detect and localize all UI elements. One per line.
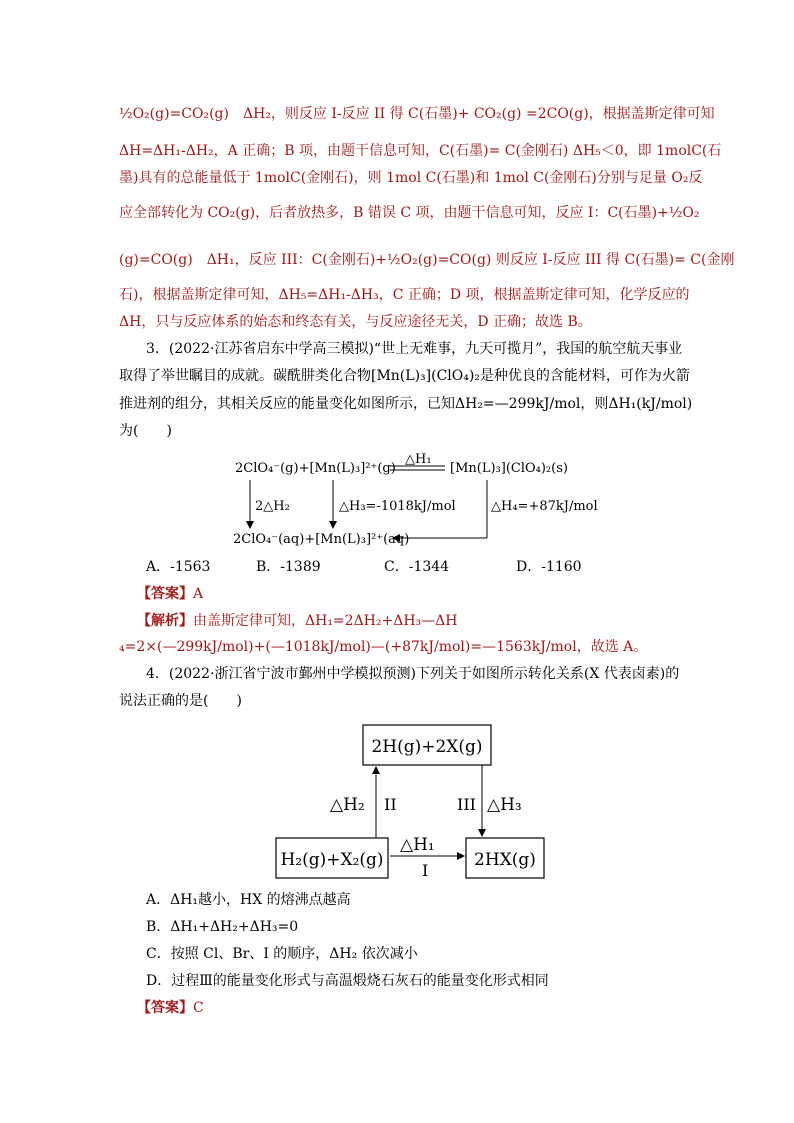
q4-answer-value: C xyxy=(193,1000,204,1016)
q4-option-d: D．过程Ⅲ的能量变化形式与高温煅烧石灰石的能量变化形式相同 xyxy=(146,973,549,989)
q3-top-left-species: 2ClO₄⁻(g)+[Mn(L)₃]²⁺(g) xyxy=(235,461,396,476)
explanation-line-2: ΔH=ΔH₁-ΔH₂，A 正确；B 项，由题干信息可知，C(石墨)= C(金刚石) ΔH₅＜0，即 1molC(石 xyxy=(119,143,722,159)
q4-option-b: B．ΔH₁+ΔH₂+ΔH₃=0 xyxy=(146,919,299,935)
q3-option-a: A．-1563 xyxy=(146,559,211,575)
explanation-line-7: ΔH，只与反应体系的始态和终态有关，与反应途径无关，D 正确；故选 B。 xyxy=(119,314,592,330)
q4-dh3-label: △H₃ xyxy=(487,795,522,815)
explanation-line-6: 石)，根据盖斯定律可知，ΔH₅=ΔH₁-ΔH₃，C 正确；D 项，根据盖斯定律可知，化学反应的 xyxy=(119,287,690,303)
q3-option-c: C．-1344 xyxy=(384,559,450,575)
q3-answer-tag: 【答案】 xyxy=(137,586,193,602)
q3-dh4-label: △H₄=+87kJ/mol xyxy=(491,499,598,514)
q3-answer-value: A xyxy=(193,586,204,602)
q4-right-box-label: 2HX(g) xyxy=(474,850,536,870)
q3-analysis-line-2: ₄=2×(—299kJ/mol)+(—1018kJ/mol)—(+87kJ/mol)=—1563kJ/mol，故选 A。 xyxy=(119,639,648,655)
q3-analysis xyxy=(137,611,457,631)
explanation-line-1: ½O₂(g)=CO₂(g) ΔH₂，则反应 I-反应 II 得 C(石墨)+ CO₂(g) =2CO(g)，根据盖斯定律可知 xyxy=(119,106,715,122)
q4-dh2-label: △H₂ xyxy=(330,795,365,815)
q4-answer-tag: 【答案】 xyxy=(137,1000,193,1016)
q3-bottom-species: 2ClO₄⁻(aq)+[Mn(L)₃]²⁺(aq) xyxy=(233,532,410,547)
q3-answer xyxy=(137,584,203,604)
q3-line-4: 为( ) xyxy=(119,423,172,439)
q3-dh1-label: △H₁ xyxy=(405,452,432,467)
q3-line-2: 取得了举世瞩目的成就。碳酰肼类化合物[Mn(L)₃](ClO₄)₂是种优良的含能材料，可作为火箭 xyxy=(119,368,690,384)
q4-option-c: C．按照 Cl、Br、I 的顺序，ΔH₂ 依次减小 xyxy=(146,946,418,962)
explanation-line-3: 墨)具有的总能量低于 1molC(金刚石)，则 1mol C(石墨)和 1mol C(金刚石)分别与足量 O₂反 xyxy=(119,170,703,186)
explanation-line-4: 应全部转化为 CO₂(g)，后者放热多，B 错误 C 项，由题干信息可知，反应 I：C(石墨)+½O₂ xyxy=(119,205,700,221)
q3-option-d: D．-1160 xyxy=(516,559,582,575)
q4-left-box-label: H₂(g)+X₂(g) xyxy=(280,850,384,870)
q4-line-2: 说法正确的是( ) xyxy=(119,693,242,709)
q3-analysis-line-1: 由盖斯定律可知，ΔH₁=2ΔH₂+ΔH₃—ΔH xyxy=(193,613,458,629)
q3-dh3-label: △H₃=-1018kJ/mol xyxy=(339,499,456,514)
q3-line-1: 3．(2022·江苏省启东中学高三模拟)“世上无难事，九天可揽月”，我国的航空航天事业 xyxy=(146,341,683,357)
q3-top-right-species: [Mn(L)₃](ClO₄)₂(s) xyxy=(450,461,568,476)
q4-i-label: I xyxy=(422,861,429,880)
q3-line-3: 推进剂的组分，其相关反应的能量变化如图所示，已知ΔH₂=—299kJ/mol，则ΔH₁(kJ/mol) xyxy=(119,396,693,412)
q3-energy-diagram xyxy=(225,450,605,550)
q3-analysis-tag: 【解析】 xyxy=(137,613,193,629)
q4-dh1-label: △H₁ xyxy=(400,835,435,855)
q4-top-box-label: 2H(g)+2X(g) xyxy=(371,737,483,757)
q4-answer xyxy=(137,998,204,1018)
q4-line-1: 4．(2022·浙江省宁波市鄞州中学模拟预测)下列关于如图所示转化关系(X 代表卤素)的 xyxy=(146,666,680,682)
q3-dh2-label: 2△H₂ xyxy=(255,499,290,514)
q3-option-b: B．-1389 xyxy=(256,559,321,575)
q4-option-a: A．ΔH₁越小，HX 的熔沸点越高 xyxy=(146,892,351,908)
q4-iii-label: III xyxy=(457,795,476,814)
explanation-line-5: (g)=CO(g) ΔH₁，反应 III：C(金刚石)+½O₂(g)=CO(g) 则反应 I-反应 III 得 C(石墨)= C(金刚 xyxy=(119,252,735,268)
q4-ii-label: II xyxy=(384,795,397,814)
q4-cycle-diagram xyxy=(270,718,560,883)
